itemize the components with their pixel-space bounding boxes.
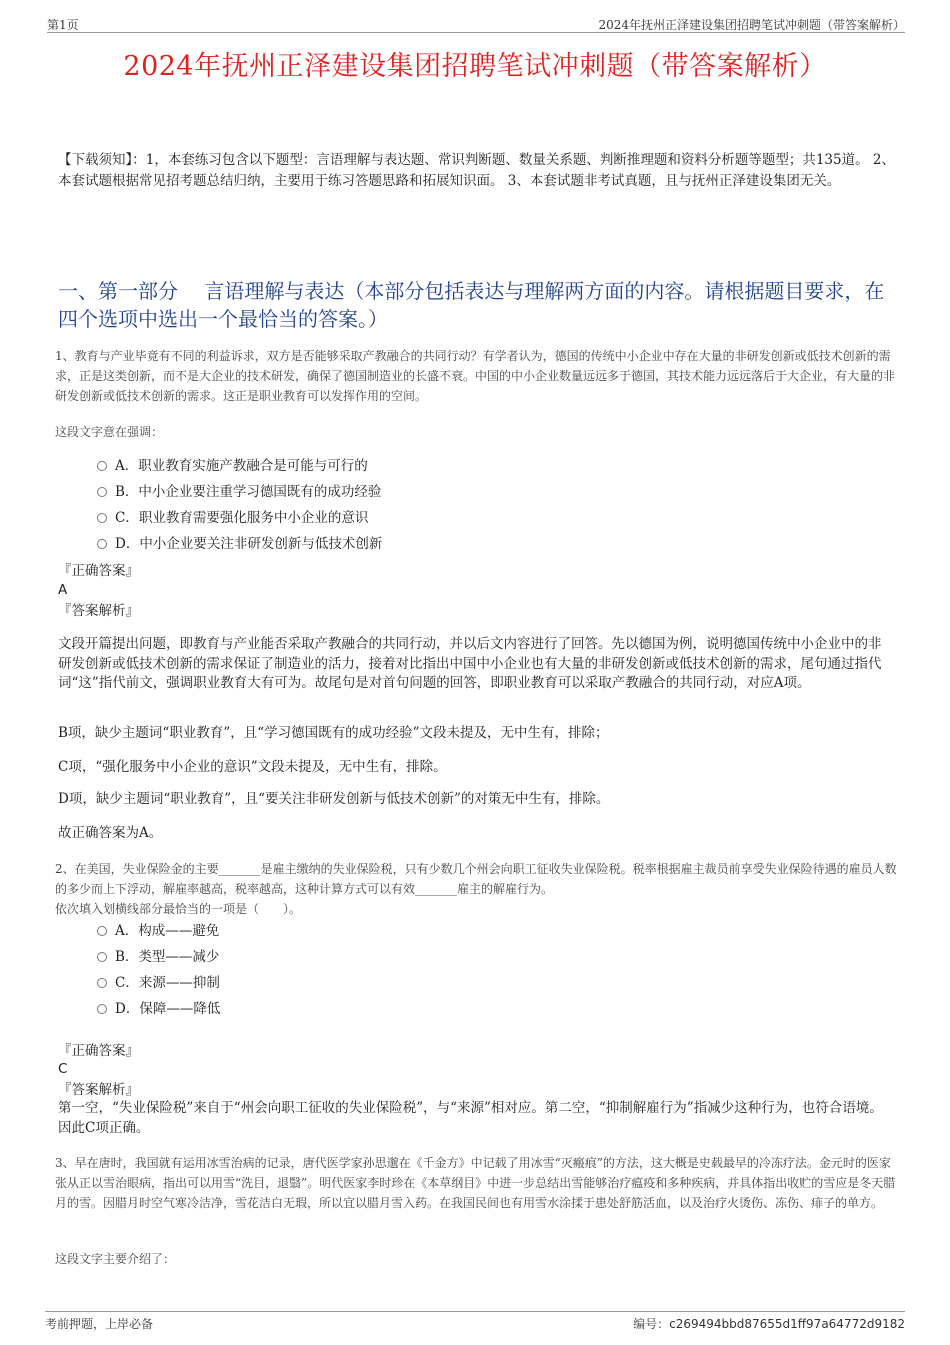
- q2-option-c[interactable]: C．来源——抑制: [97, 970, 797, 996]
- q1-answer-label: 『正确答案』: [58, 563, 139, 579]
- q2-analysis: 第一空，“失业保险税”来自于“州会向职工征收的失业保险税”，与“来源”相对应。第二空，“抑制解雇行为”指减少这种行为，也符合语境。因此C项正确。: [58, 1100, 883, 1136]
- q1-analysis-label: 『答案解析』: [58, 603, 139, 619]
- radio-icon[interactable]: [97, 952, 107, 962]
- q3-stem: 3、早在唐时，我国就有运用冰雪治病的记录，唐代医学家孙思邈在《千金方》中记载了用冰雪“灭瘢痕”的方法，这大概是史载最早的冷冻疗法。金元时的医家张从正以雪治眼病，指出可以用雪“洗目，退翳”。明代医家李时珍在《本草纲目》中进一步总结出雪能够治疗瘟疫和多种疾病，并具体指出收贮的雪应是冬天腊月的雪。因腊月时空气寒冷洁净，雪花洁白无瑕，所以宜以腊月雪入药。在我国民间也有用雪水涂揉于患处舒筋活血，以及治疗火烫伤、冻伤、痱子的单方。: [55, 1156, 896, 1210]
- radio-icon[interactable]: [97, 978, 107, 988]
- q2-stem: 2、在美国，失业保险金的主要_______是雇主缴纳的失业保险税，只有少数几个州会向职工征收失业保险税。税率根据雇主裁员前享受失业保险待遇的雇员人数的多少而上下浮动，解雇率越高，税率越高，这种计算方式可以有效_______雇主的解雇行为。: [55, 862, 897, 896]
- radio-icon[interactable]: [97, 926, 107, 936]
- page-footer: [45, 1311, 905, 1332]
- radio-icon[interactable]: [97, 461, 107, 471]
- q1-option-d[interactable]: D．中小企业要关注非研发创新与低技术创新: [97, 531, 797, 557]
- q2-options: [97, 918, 797, 1022]
- page-number: 第1页: [47, 18, 79, 32]
- q1-conclusion: 故正确答案为A。: [58, 825, 163, 841]
- q3-prompt: 这段文字主要介绍了：: [55, 1252, 176, 1266]
- page-header: [47, 14, 905, 33]
- q2-analysis-label: 『答案解析』: [58, 1082, 139, 1098]
- footer-code: 编号：c269494bbd87655d1ff97a64772d9182: [633, 1317, 905, 1331]
- q1-stem: 1、教育与产业毕竟有不同的利益诉求，双方是否能够采取产教融合的共同行动？有学者认为，德国的传统中小企业中存在大量的非研发创新或低技术创新的需求，正是这类创新，而不是大企业的技术研发，确保了德国制造业的长盛不衰。中国的中小企业数量远远多于德国，其技术能力远远落后于大企业，有大量的非研发创新或低技术创新的需求。这正是职业教育可以发挥作用的空间。: [55, 349, 896, 403]
- q1-analysis-c: C项，“强化服务中小企业的意识”文段未提及，无中生有，排除。: [58, 759, 447, 775]
- q2-option-a[interactable]: A．构成——避免: [97, 918, 797, 944]
- q2-prompt: 依次填入划横线部分最恰当的一项是（ ）。: [55, 902, 302, 916]
- q1-options: [97, 453, 797, 557]
- q1-analysis-b: B项，缺少主题词“职业教育”，且“学习德国既有的成功经验”文段未提及，无中生有，排除；: [58, 725, 609, 741]
- footer-slogan: 考前押题，上岸必备: [45, 1317, 154, 1331]
- document-title: 2024年抚州正泽建设集团招聘笔试冲刺题（带答案解析）: [123, 51, 827, 82]
- q1-prompt: 这段文字意在强调：: [55, 425, 164, 439]
- download-notice: 【下载须知】：1，本套练习包含以下题型：言语理解与表达题、常识判断题、数量关系题、判断推理题和资料分析题等题型；共135道。 2、本套试题根据常见招考题总结归纳，主要用于练习答题思路和拓展知识面。 3、本套试题非考试真题，且与抚州正泽建设集团无关。: [58, 152, 895, 189]
- q1-analysis-main: 文段开篇提出问题，即教育与产业能否采取产教融合的共同行动，并以后文内容进行了回答。先以德国为例，说明德国传统中小企业中的非研发创新或低技术创新的需求保证了制造业的活力，接着对比指出中国中小企业也有大量的非研发创新或低技术创新的需求，尾句通过指代词“这”指代前文，强调职业教育大有可为。故尾句是对首句问题的回答，即职业教育可以采取产教融合的共同行动，对应A项。: [58, 636, 882, 691]
- q2-answer-label: 『正确答案』: [58, 1043, 139, 1059]
- radio-icon[interactable]: [97, 539, 107, 549]
- section-heading: 一、第一部分 言语理解与表达（本部分包括表达与理解两方面的内容。请根据题目要求，在四个选项中选出一个最恰当的答案。）: [58, 279, 885, 331]
- q2-option-d[interactable]: D．保障——降低: [97, 996, 797, 1022]
- q2-option-b[interactable]: B．类型——减少: [97, 944, 797, 970]
- q1-answer: A: [58, 582, 68, 598]
- q1-option-b[interactable]: B．中小企业要注重学习德国既有的成功经验: [97, 479, 797, 505]
- radio-icon[interactable]: [97, 487, 107, 497]
- radio-icon[interactable]: [97, 1004, 107, 1014]
- q1-option-c[interactable]: C．职业教育需要强化服务中小企业的意识: [97, 505, 797, 531]
- radio-icon[interactable]: [97, 513, 107, 523]
- q1-option-a[interactable]: A．职业教育实施产教融合是可能与可行的: [97, 453, 797, 479]
- q2-answer: C: [58, 1061, 68, 1077]
- header-doc-title: 2024年抚州正泽建设集团招聘笔试冲刺题（带答案解析）: [598, 18, 905, 32]
- q1-analysis-d: D项，缺少主题词“职业教育”，且“要关注非研发创新与低技术创新”的对策无中生有，排除。: [58, 791, 610, 807]
